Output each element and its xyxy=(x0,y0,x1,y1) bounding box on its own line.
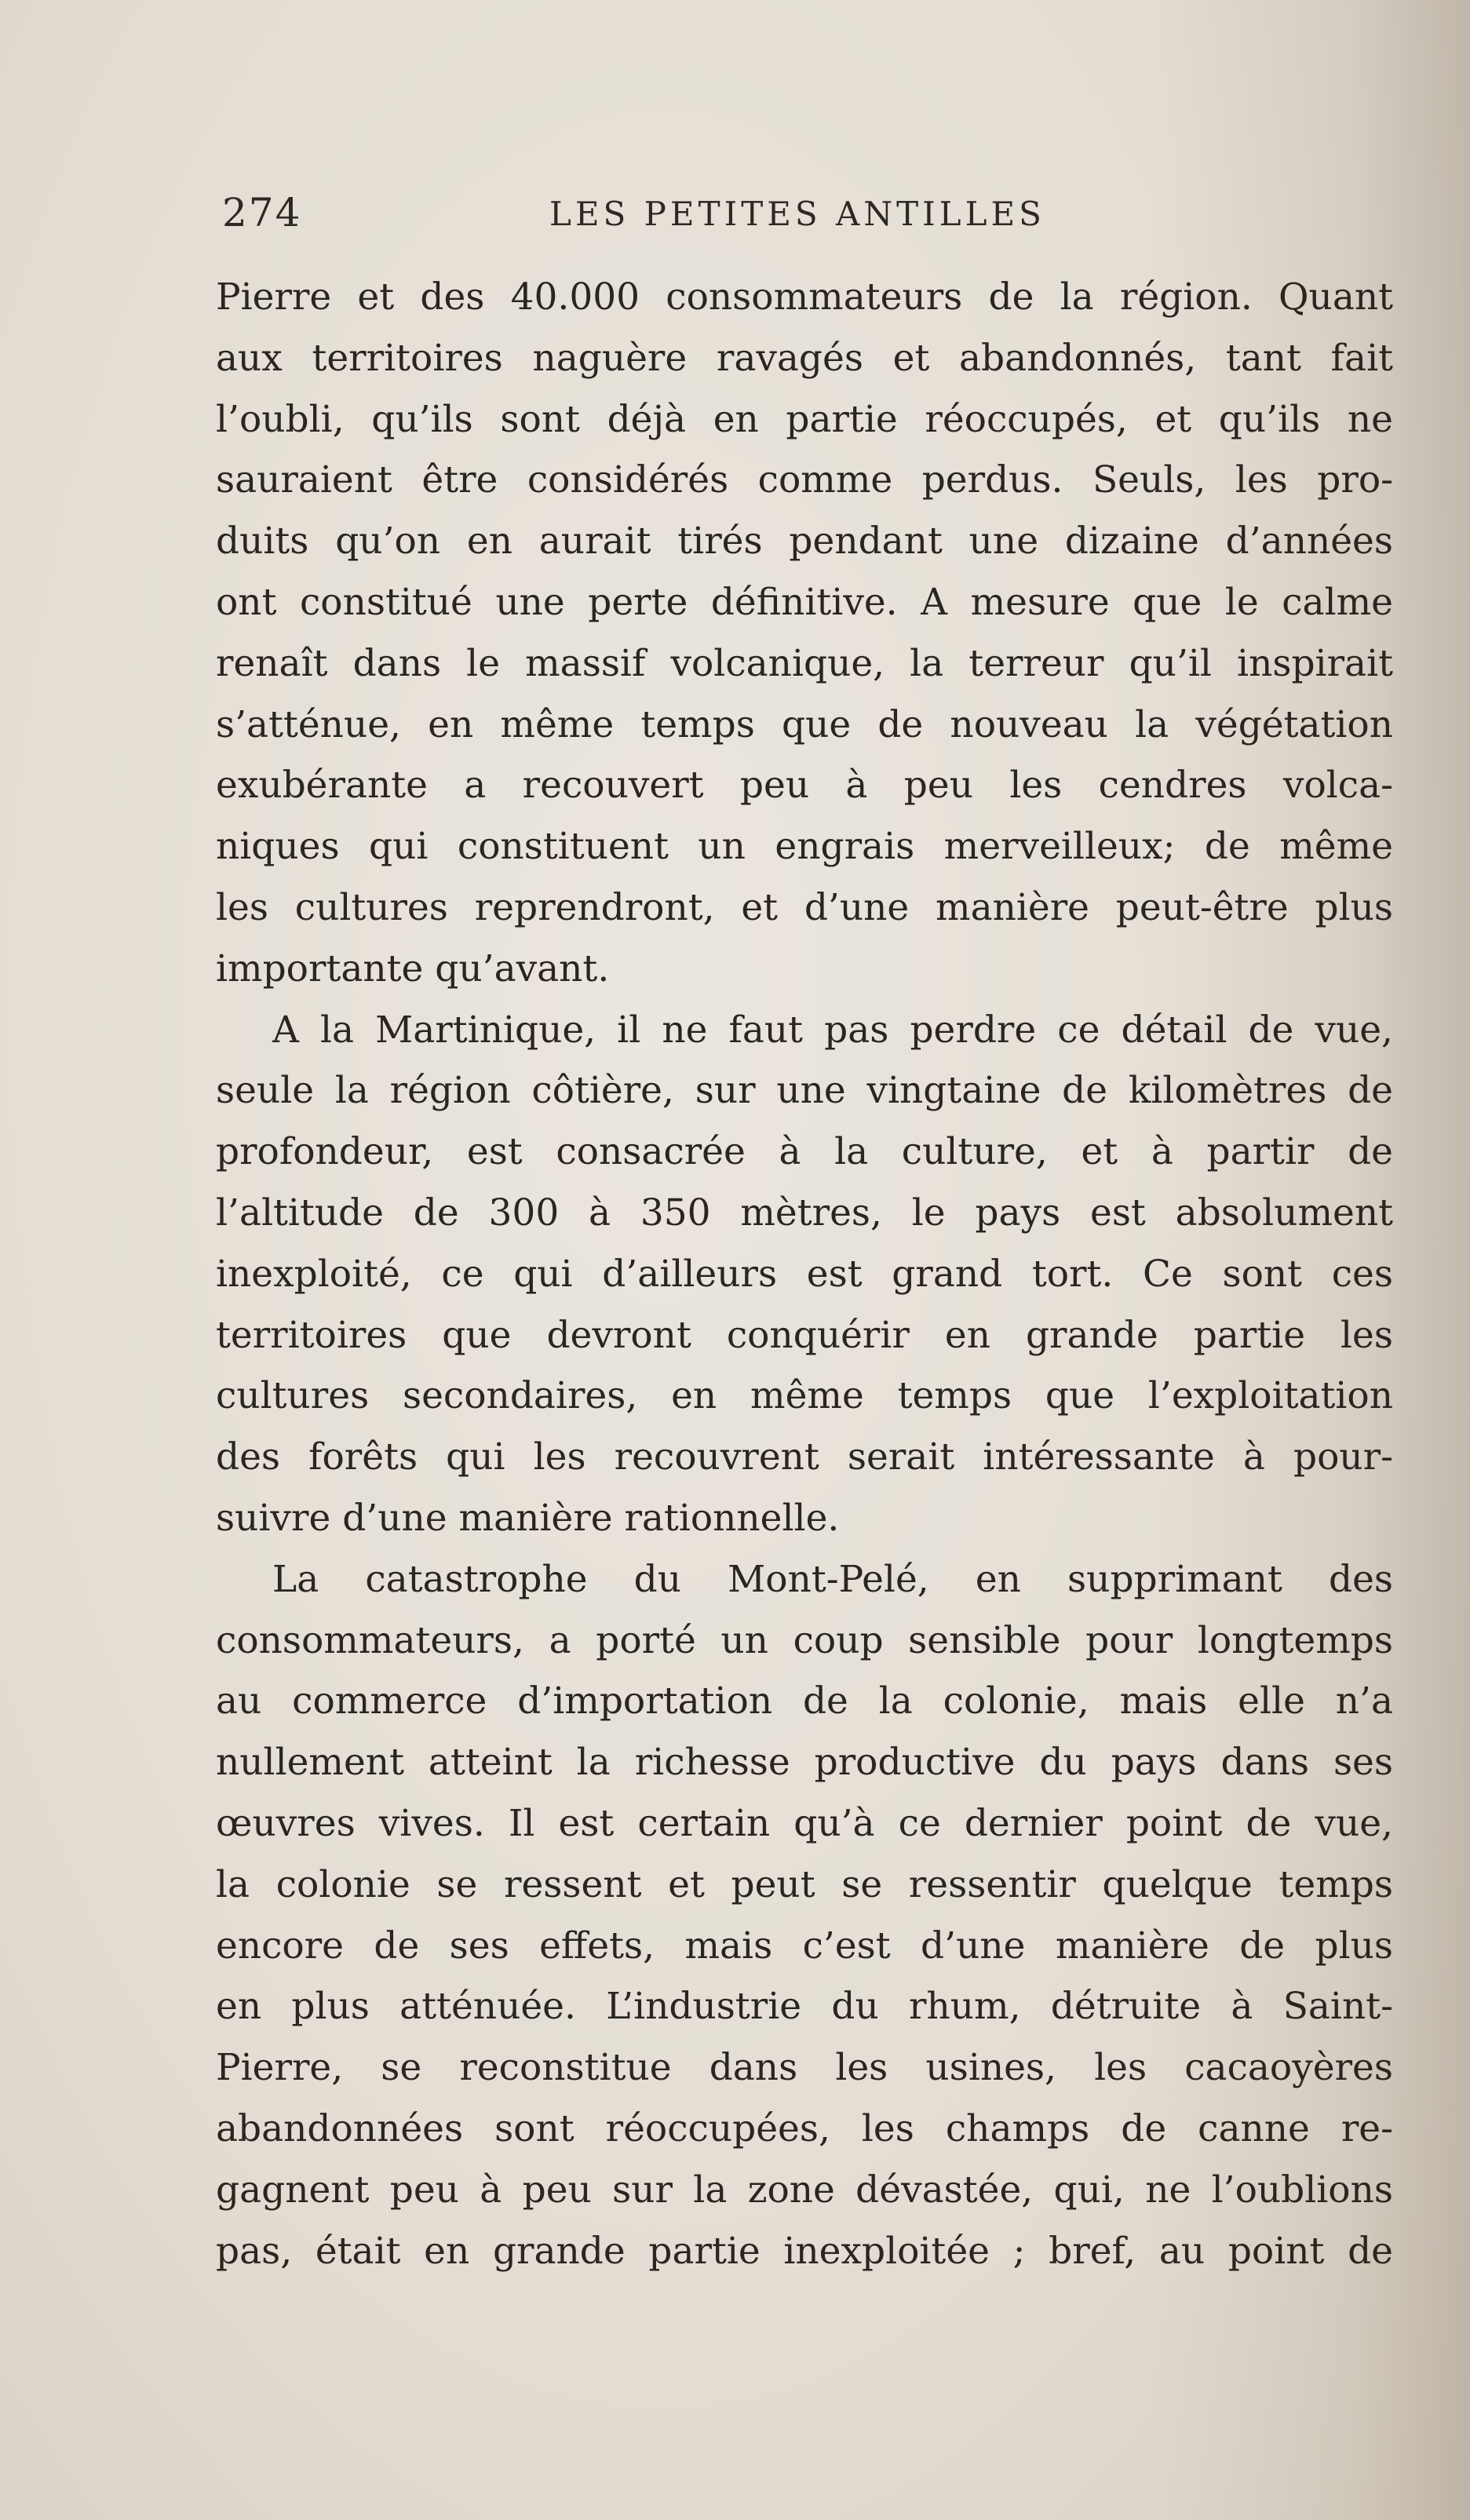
text-line: sauraient être considérés comme perdus. Seuls, les pro- xyxy=(216,458,1393,502)
text-line: en plus atténuée. L’industrie du rhum, détruite à Saint- xyxy=(216,1985,1393,2029)
text-line: œuvres vives. Il est certain qu’à ce dernier point de vue, xyxy=(216,1801,1393,1845)
page-number: 274 xyxy=(222,190,302,235)
text-line: encore de ses effets, mais c’est d’une manière de plus xyxy=(216,1924,1393,1967)
text-line: A la Martinique, il ne faut pas perdre ce détail de vue, xyxy=(272,1008,1393,1052)
paragraph-1 xyxy=(216,267,1393,1000)
text-line: gagnent peu à peu sur la zone dévastée, qui, ne l’oublions xyxy=(216,2168,1393,2212)
text-line: s’atténue, en même temps que de nouveau la végétation xyxy=(216,702,1393,746)
paragraph-2 xyxy=(216,1000,1393,1549)
text-line: duits qu’on en aurait tirés pendant une dizaine d’années xyxy=(216,520,1393,563)
text-line: suivre d’une manière rationnelle. xyxy=(216,1496,840,1540)
text-line: pas, était en grande partie inexploitée ; bref, au point de xyxy=(216,2229,1393,2273)
text-line: La catastrophe du Mont-Pelé, en supprimant des xyxy=(272,1557,1393,1601)
text-line: les cultures reprendront, et d’une manière peut-être plus xyxy=(216,885,1393,929)
paragraph-3 xyxy=(216,1549,1393,2282)
text-line: seule la région côtière, sur une vingtaine de kilomètres de xyxy=(216,1069,1393,1113)
text-line: l’altitude de 300 à 350 mètres, le pays est absolument xyxy=(216,1191,1393,1234)
text-line: l’oubli, qu’ils sont déjà en partie réoccupés, et qu’ils ne xyxy=(216,397,1393,441)
text-line: Pierre et des 40.000 consommateurs de la région. Quant xyxy=(216,275,1393,319)
text-line: territoires que devront conquérir en grande partie les xyxy=(216,1313,1393,1357)
page-header xyxy=(216,190,1393,245)
text-line: Pierre, se reconstitue dans les usines, les cacaoyères xyxy=(216,2046,1393,2090)
text-line: des forêts qui les recouvrent serait intéressante à pour- xyxy=(216,1435,1393,1479)
body-text xyxy=(216,267,1393,2281)
text-line: consommateurs, a porté un coup sensible pour longtemps xyxy=(216,1618,1393,1662)
text-line: niques qui constituent un engrais merveilleux; de même xyxy=(216,825,1393,869)
text-line: importante qu’avant. xyxy=(216,946,610,990)
text-line: nullement atteint la richesse productive du pays dans ses xyxy=(216,1741,1393,1785)
text-line: renaît dans le massif volcanique, la terreur qu’il inspirait xyxy=(216,641,1393,685)
text-line: inexploité, ce qui d’ailleurs est grand tort. Ce sont ces xyxy=(216,1252,1393,1296)
running-title: LES PETITES ANTILLES xyxy=(549,195,1045,233)
text-line: ont constitué une perte définitive. A mesure que le calme xyxy=(216,580,1393,624)
text-line: la colonie se ressent et peut se ressentir quelque temps xyxy=(216,1862,1393,1906)
text-line: au commerce d’importation de la colonie, mais elle n’a xyxy=(216,1679,1393,1723)
text-line: cultures secondaires, en même temps que l’exploitation xyxy=(216,1374,1393,1418)
text-line: abandonnées sont réoccupées, les champs de canne re- xyxy=(216,2106,1393,2150)
text-line: aux territoires naguère ravagés et abandonnés, tant fait xyxy=(216,336,1393,380)
text-line: profondeur, est consacrée à la culture, et à partir de xyxy=(216,1130,1393,1174)
text-line: exubérante a recouvert peu à peu les cendres volca- xyxy=(216,764,1393,808)
